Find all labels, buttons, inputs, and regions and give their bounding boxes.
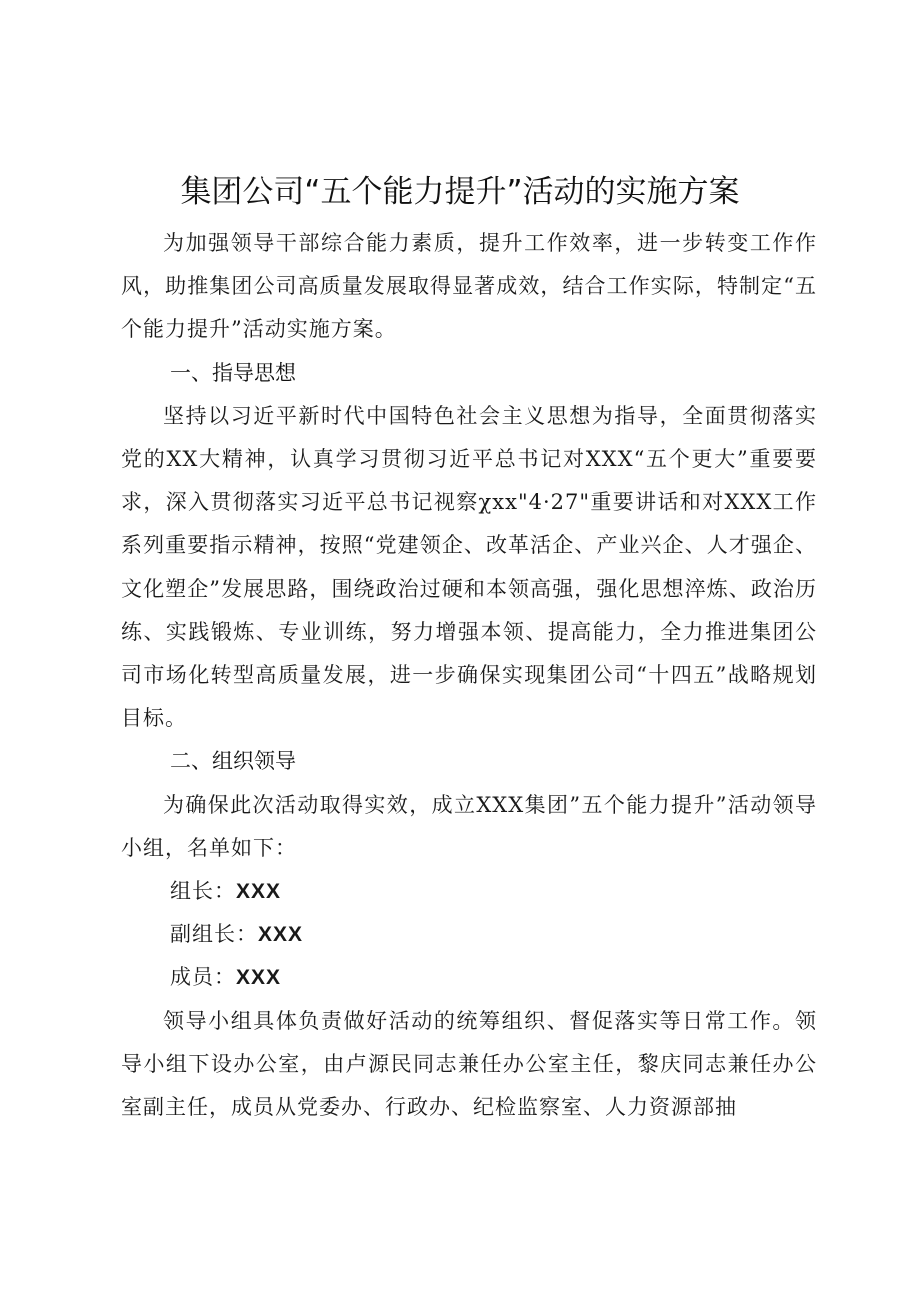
- section-heading-guiding-ideology: 一、指导思想: [170, 360, 296, 385]
- deputy-leader-line: [121, 913, 817, 956]
- document-title: 集团公司“五个能力提升”活动的实施方案: [180, 174, 740, 210]
- group-leader-line: [121, 870, 817, 913]
- members-label: 成员：: [170, 965, 236, 990]
- group-leader-name: XXX: [236, 880, 282, 904]
- deputy-leader-name: XXX: [258, 923, 304, 947]
- group-leader-label: 组长：: [170, 879, 236, 904]
- members-names: XXX: [236, 966, 282, 990]
- document-body: [121, 222, 817, 1129]
- deputy-leader-label: 副组长：: [170, 922, 258, 947]
- section-heading-organization: 二、组织领导: [170, 749, 296, 774]
- guiding-ideology-paragraph: 坚持以习近平新时代中国特色社会主义思想为指导，全面贯彻落实党的XX大精神，认真学习贯彻习近平总书记对XXX“五个更大”重要要求，深入贯彻落实习近平总书记视察χxx"4·27"重要讲话和对XXX工作系列重要指示精神，按照“党建领企、改革活企、产业兴企、人才强企、文化塑企”发展思路，围绕政治过硬和本领高强，强化思想淬炼、政治历练、实践锻炼、专业训练，努力增强本领、提高能力，全力推进集团公司市场化转型高质量发展，进一步确保实现集团公司“十四五”战略规划目标。: [121, 403, 817, 731]
- members-line: [121, 956, 817, 999]
- intro-paragraph: 为加强领导干部综合能力素质，提升工作效率，进一步转变工作作风，助推集团公司高质量发展取得显著成效，结合工作实际，特制定“五个能力提升”活动实施方案。: [121, 231, 817, 342]
- duties-paragraph: 领导小组具体负责做好活动的统筹组织、督促落实等日常工作。领导小组下设办公室，由卢源民同志兼任办公室主任，黎庆同志兼任办公室副主任，成员从党委办、行政办、纪检监察室、人力资源部抽: [121, 1008, 817, 1120]
- organization-paragraph: 为确保此次活动取得实效，成立XXX集团”五个能力提升”活动领导小组，名单如下：: [121, 792, 817, 860]
